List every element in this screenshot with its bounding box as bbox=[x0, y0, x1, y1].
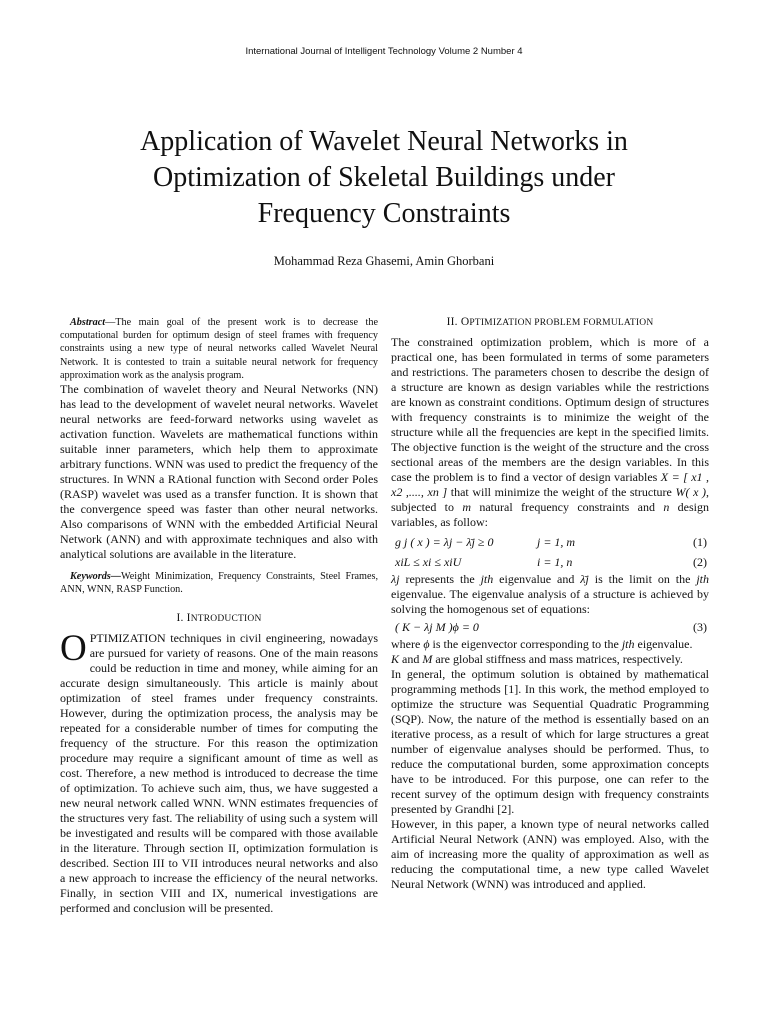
abstract bbox=[60, 316, 378, 382]
intro-lead: PTIMIZATION bbox=[89, 631, 166, 646]
equation-1-lhs: g j ( x ) = λj − λ̄j ≥ 0 bbox=[395, 535, 494, 549]
paper-title bbox=[60, 124, 708, 232]
p1-cont4: design variables, as follow: bbox=[391, 500, 710, 529]
p3-b: is the eigenvector corresponding to the bbox=[429, 637, 622, 651]
equation-2 bbox=[391, 552, 709, 572]
abstract-dash: — bbox=[105, 317, 116, 328]
var-mass: M bbox=[422, 652, 433, 666]
equation-1-condition: j = 1, m bbox=[537, 535, 576, 549]
equation-2-number: (2) bbox=[693, 555, 707, 569]
section-number: II. bbox=[446, 316, 458, 328]
var-n: n bbox=[663, 500, 670, 514]
section-number: I. bbox=[176, 612, 184, 625]
p3-d: eigenvalue. bbox=[634, 637, 693, 651]
formulation-paragraph-4 bbox=[391, 652, 709, 667]
keywords bbox=[60, 570, 378, 596]
phi: ϕ bbox=[423, 637, 430, 651]
jth: jth bbox=[480, 572, 494, 586]
p1-cont: that will minimize the weight of the structure bbox=[450, 485, 672, 499]
p2-b: represents the bbox=[399, 572, 481, 586]
jth-2: jth bbox=[696, 572, 709, 586]
equation-2-condition: i = 1, n bbox=[537, 555, 573, 569]
lambda-j: λj bbox=[391, 572, 400, 586]
var-k: K bbox=[391, 652, 400, 666]
p1-text: The constrained optimization problem, which is more of a practical one, has been formulated in terms of some parameters and restrictions. The parameters chosen to describe the design of a structure are known as design variables while the restrictions are known as constraint conditions. Optimum design of structures with frequency constraints is to minimize the weight of the structure while all the frequencies are kept in the specified limits. The objective function is the weight of the structure and the cross sectional areas of the members are the design variables. In this case the problem is to find a vector of design variables bbox=[391, 335, 709, 484]
p4-b: are global stiffness and mass matrices, respectively. bbox=[432, 652, 683, 666]
formulation-paragraph-3 bbox=[391, 637, 709, 652]
heading-first-letter: I bbox=[186, 612, 191, 625]
jth-3: jth bbox=[621, 637, 635, 651]
title-line-1: Application of Wavelet Neural Networks in bbox=[140, 126, 628, 157]
drop-cap: O bbox=[60, 628, 87, 670]
journal-header: International Journal of Intelligent Technology Volume 2 Number 4 bbox=[245, 46, 523, 57]
formulation-paragraph-1 bbox=[391, 335, 709, 530]
section-heading-formulation bbox=[391, 316, 709, 328]
formulation-paragraph-2 bbox=[391, 572, 709, 617]
equation-1 bbox=[391, 532, 709, 552]
equation-3-number: (3) bbox=[693, 620, 707, 634]
heading-first-letter: O bbox=[460, 316, 470, 328]
section-heading-introduction bbox=[60, 612, 378, 624]
introduction-paragraph bbox=[60, 628, 378, 916]
right-column bbox=[391, 316, 709, 892]
equation-2-lhs: xiL ≤ xi ≤ xiU bbox=[395, 555, 462, 569]
p2-f: is the limit on the bbox=[588, 572, 697, 586]
heading-rest: NTRODUCTION bbox=[190, 614, 262, 625]
p2-d: eigenvalue and bbox=[493, 572, 581, 586]
p1-cont2: , subjected to bbox=[391, 485, 709, 514]
design-vector: X = [ x1 , x2 ,...., xn ] bbox=[391, 470, 709, 499]
weight-function: W( x ) bbox=[675, 485, 706, 499]
p1-cont3: natural frequency constraints and bbox=[479, 500, 655, 514]
equation-3 bbox=[391, 617, 709, 637]
equation-1-number: (1) bbox=[693, 535, 707, 549]
heading-rest: PTIMIZATION PROBLEM FORMULATION bbox=[469, 318, 654, 328]
keywords-label: Keywords— bbox=[70, 571, 121, 583]
abstract-body: The main goal of the present work is to decrease the computational burden for optimum design of steel frames with frequency constraints using a new type of neural networks called Wavelet Neural Network. It is contested to train a suitable neural network for frequency approximation work as the analysis program. bbox=[60, 317, 378, 381]
equation-3-lhs: ( K − λj M )ϕ = 0 bbox=[395, 620, 479, 634]
formulation-paragraph-6: However, in this paper, a known type of neural networks called Artificial Neural Network (ANN) was employed. Also, with the aim of increasing more the quality of approximation as well as reducing the computational time, a new type called Wavelet Neural Network (WNN) was introduced and applied. bbox=[391, 817, 709, 891]
abstract-body-2: The combination of wavelet theory and Neural Networks (NN) has lead to the development of wavelet neural networks. Wavelet neural networks are feed-forward networks using wavelet as activation function. Wavelets are mathematical functions within suitable inner parameters, which help them to approximate arbitrary functions. WNN was used to predict the frequency of the structures. In WNN a RAtional function with Second order Poles (RASP) wavelet was used as a transfer function. It is shown that the convergence speed was faster than other neural networks. Also comparisons of WNN with the embedded Artificial Neural Network (ANN) and with approximate techniques and also with analytical solutions are available in the literature. bbox=[60, 382, 379, 562]
left-column bbox=[60, 316, 378, 916]
keywords-text: Weight Minimization, Frequency Constraints, Steel Frames, ANN, WNN, RASP Function. bbox=[60, 571, 378, 596]
authors: Mohammad Reza Ghasemi, Amin Ghorbani bbox=[273, 254, 495, 268]
lambda-bar-j: λ̄j bbox=[580, 572, 589, 586]
title-line-2: Optimization of Skeletal Buildings under bbox=[153, 162, 615, 193]
abstract-label: Abstract bbox=[70, 317, 106, 328]
var-m: m bbox=[462, 500, 472, 514]
formulation-paragraph-5: In general, the optimum solution is obtained by mathematical programming methods [1]. In this work, the method employed to optimize the structure was Sequential Quadratic Programming (SQP). Now, the nature of the method is essentially based on an iterative process, as a result of which for large structures a great number of eigenvalue analyses should be performed. Thus, to reduce the computational burden, some approximation concepts have to be introduced. For this purpose, one can refer to the recent survey of the optimum design with frequency constraints presented by Grandhi [2]. bbox=[391, 667, 709, 816]
intro-text: techniques in civil engineering, nowadays are pursued for variety of reasons. One of the main reasons could be reduction in time and money, while aiming for an accurate design simultaneously. This article is mainly about optimization of steel frames under frequency constraints. However, during the optimization process, the analysis may be repeated for a considerable number of times for computing the frequency of the structure. For this reason the optimization procedure may require a significant amount of time as well as cost. Therefore, a new method is introduced to decrease the time of optimization. To achieve such aim, thus, we have suggested a new neural network called WNN. WNN estimates frequencies of the structures very fast. The reliability of using such a system will be investigated and results will be compared with those available in the literature. Through section II, optimization formulation is described. Section III to VII introduces neural networks and also a new approach to increase the efficiency of the neural networks. Finally, in section VIII and IX, numerical investigations are performed and conclusion will be presented. bbox=[60, 631, 378, 916]
p3-a: where bbox=[391, 637, 424, 651]
title-line-3: Frequency Constraints bbox=[257, 198, 511, 229]
p2-h: eigenvalue. The eigenvalue analysis of a structure is achieved by solving the homogenous set of equations: bbox=[391, 587, 709, 616]
p4-a: and bbox=[399, 652, 423, 666]
